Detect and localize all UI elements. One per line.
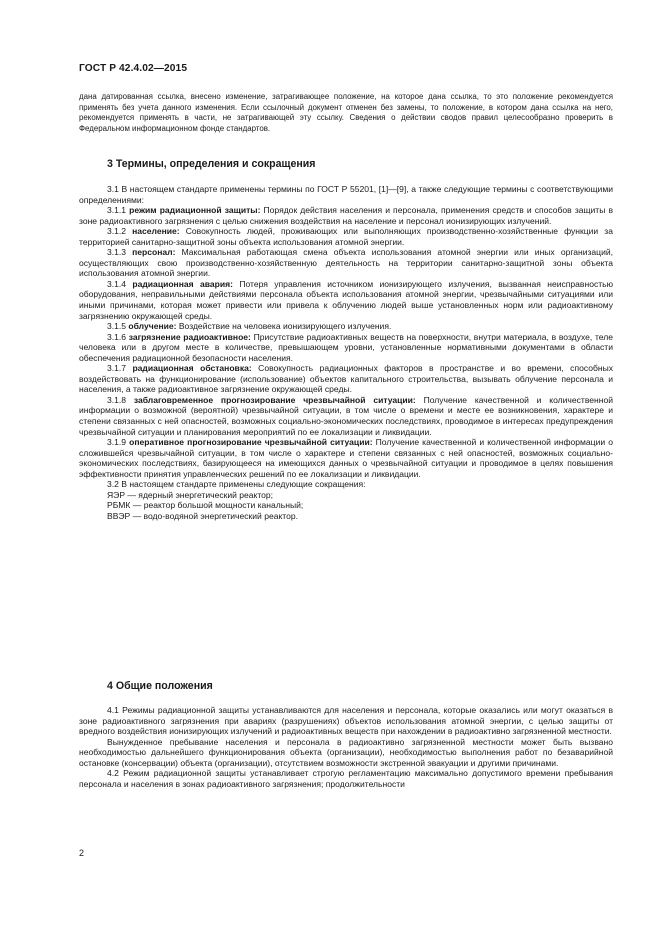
term-number: 3.1.4 (107, 278, 133, 289)
term-3-1-4 (79, 279, 613, 321)
term-name: радиационная авария: (132, 278, 233, 289)
term-name: облучение: (128, 321, 177, 332)
term-3-1-2 (79, 226, 613, 247)
term-name: оперативное прогнозирование чрезвычайной ситуации: (129, 437, 373, 448)
term-3-1-8 (79, 395, 613, 437)
term-3-1-1 (79, 205, 613, 226)
intro-paragraph: дана датированная ссылка, внесено изменение, затрагивающее положение, на которое дана ссылка, то это положение рекомендуется применять без учета данного изменения. Если ссылочный документ отменен без замены, то положение, в котором дана ссылка на него, рекомендуется применять в части, не затрагивающей эту ссылку. Сведения о действии сводов правил целесообразно проверить в Федеральном информационном фонде стандартов. (79, 92, 613, 133)
term-number: 3.1.2 (107, 226, 133, 237)
term-definition: Присутствие радиоактивных веществ на поверхности, внутри материала, в воздухе, теле человека или в другом месте в количестве, превышающем уровни, установленные нормативными документами в области обеспечения радиационной безопасности населения. (79, 331, 613, 363)
paragraph-4-1: 4.1 Режимы радиационной защиты устанавливаются для населения и персонала, которые оказались или могут оказаться в зоне радиоактивного загрязнения при авариях (разрушениях) объектов использования атомной энергии, с целью защиты от вредного воздействия ионизирующих излучений и радиоактивных веществ при нахождении в радиоактивно загрязненной местности. (79, 705, 613, 737)
term-name: радиационная обстановка: (132, 363, 252, 374)
paragraph-3-1: 3.1 В настоящем стандарте применены термины по ГОСТ Р 55201, [1]—[9], а также следующие термины с соответствующими определениями: (79, 184, 613, 205)
paragraph-3-2: 3.2 В настоящем стандарте применены следующие сокращения: (107, 479, 366, 490)
term-3-1-3 (79, 247, 613, 279)
term-definition: Максимальная работающая смена объекта использования атомной энергии или иных организаций, осуществляющих свою производственно-хозяйственную деятельность на территории санитарно-защитной зоны объекта использования атомной энергии. (79, 247, 613, 279)
term-3-1-9 (79, 437, 613, 479)
term-number: 3.1.5 (107, 321, 129, 332)
term-3-1-6 (79, 332, 613, 364)
paragraph-4-2: 4.2 Режим радиационной защиты устанавливает строгую регламентацию максимально допустимого времени пребывания персонала и населения в зонах радиоактивного загрязнения; продолжительности (79, 768, 613, 789)
term-name: персонал: (132, 247, 176, 258)
term-name: население: (132, 226, 180, 237)
term-number: 3.1.3 (107, 247, 133, 258)
section-4 (79, 680, 613, 692)
abbreviation-item: РБМК — реактор большой мощности канальный; (107, 500, 304, 511)
term-number: 3.1.6 (107, 331, 129, 342)
term-3-1-5 (79, 321, 613, 332)
document-header: ГОСТ Р 42.4.02—2015 (79, 63, 188, 74)
section-4-title: 4 Общие положения (107, 680, 213, 692)
term-definition: Совокупность радиационных факторов в пространстве и во времени, способных воздействовать на функционирование (использование) объектов капитального строительства, вызывать облучение персонала и населения, а также радиоактивное загрязнение окружающей среды. (79, 363, 613, 395)
intro-block (79, 92, 613, 134)
term-definition: Порядок действия населения и персонала, применения средств и способов защиты в зоне радиоактивного загрязнения с целью снижения воздействия на население и персонал ионизирующих излучений. (79, 205, 613, 226)
term-number: 3.1.1 (107, 205, 130, 216)
term-name: режим радиационной защиты: (129, 205, 261, 216)
abbreviation-item: ЯЭР — ядерный энергетический реактор; (107, 489, 274, 500)
term-definition: Получение качественной и количественной информации о возможной (вероятной) чрезвычайной ситуации, в том числе о времени и месте ее возникновения, характере и степени связанных с ней опасностей, возможных социально-экономических последствиях, проводимое в интересах предупреждения чрезвычайной ситуации и планирования мероприятий по ее локализации и ликвидации. (79, 394, 613, 437)
term-definition: Воздействие на человека ионизирующего излучения. (176, 321, 392, 332)
term-number: 3.1.9 (107, 437, 130, 448)
term-definition: Получение качественной и количественной информации о сложившейся чрезвычайной ситуации, в том числе о характере и степени связанных с ней опасностей, возможных социально-экономических последствиях, базирующееся на имеющихся данных о чрезвычайной ситуации и проводимое в целях повышения эффективности принятия управленческих решений по ее локализации и ликвидации. (79, 437, 613, 479)
section-3-title: 3 Термины, определения и сокращения (107, 158, 316, 170)
term-definition: Потеря управления источником ионизирующего излучения, вызванная неисправностью оборудования, неправильными действиями персонала объекта использования атомной энергии, чрезвычайными ситуациями или иными причинами, которая может привести или привела к облучению людей выше установленных норм или радиоактивному загрязнению окружающей среды. (79, 278, 613, 321)
section-4-body (79, 705, 613, 789)
paragraph-4-1-continued: Вынужденное пребывание населения и персонала в радиоактивно загрязненной местности может быть вызвано необходимостью дальнейшего функционирования объекта (организации), необходимостью выполнения работ по безаварийной остановке (консервации) объекта (организации), отсутствием возможности экстренной эвакуации и другими причинами. (79, 736, 613, 768)
abbreviation-item: ВВЭР — водо-водяной энергетический реактор. (107, 510, 298, 521)
section-3-body (79, 184, 613, 522)
term-3-1-7 (79, 363, 613, 395)
term-definition: Совокупность людей, проживающих или выполняющих производственно-хозяйственные функции за территорией санитарно-защитной зоны объекта использования атомной энергии. (79, 226, 613, 247)
term-number: 3.1.8 (107, 394, 134, 405)
page-number: 2 (79, 848, 85, 858)
term-number: 3.1.7 (107, 363, 133, 374)
section-3 (79, 158, 613, 170)
term-name: заблаговременное прогнозирование чрезвычайной ситуации: (133, 394, 416, 405)
term-name: загрязнение радиоактивное: (128, 331, 251, 342)
